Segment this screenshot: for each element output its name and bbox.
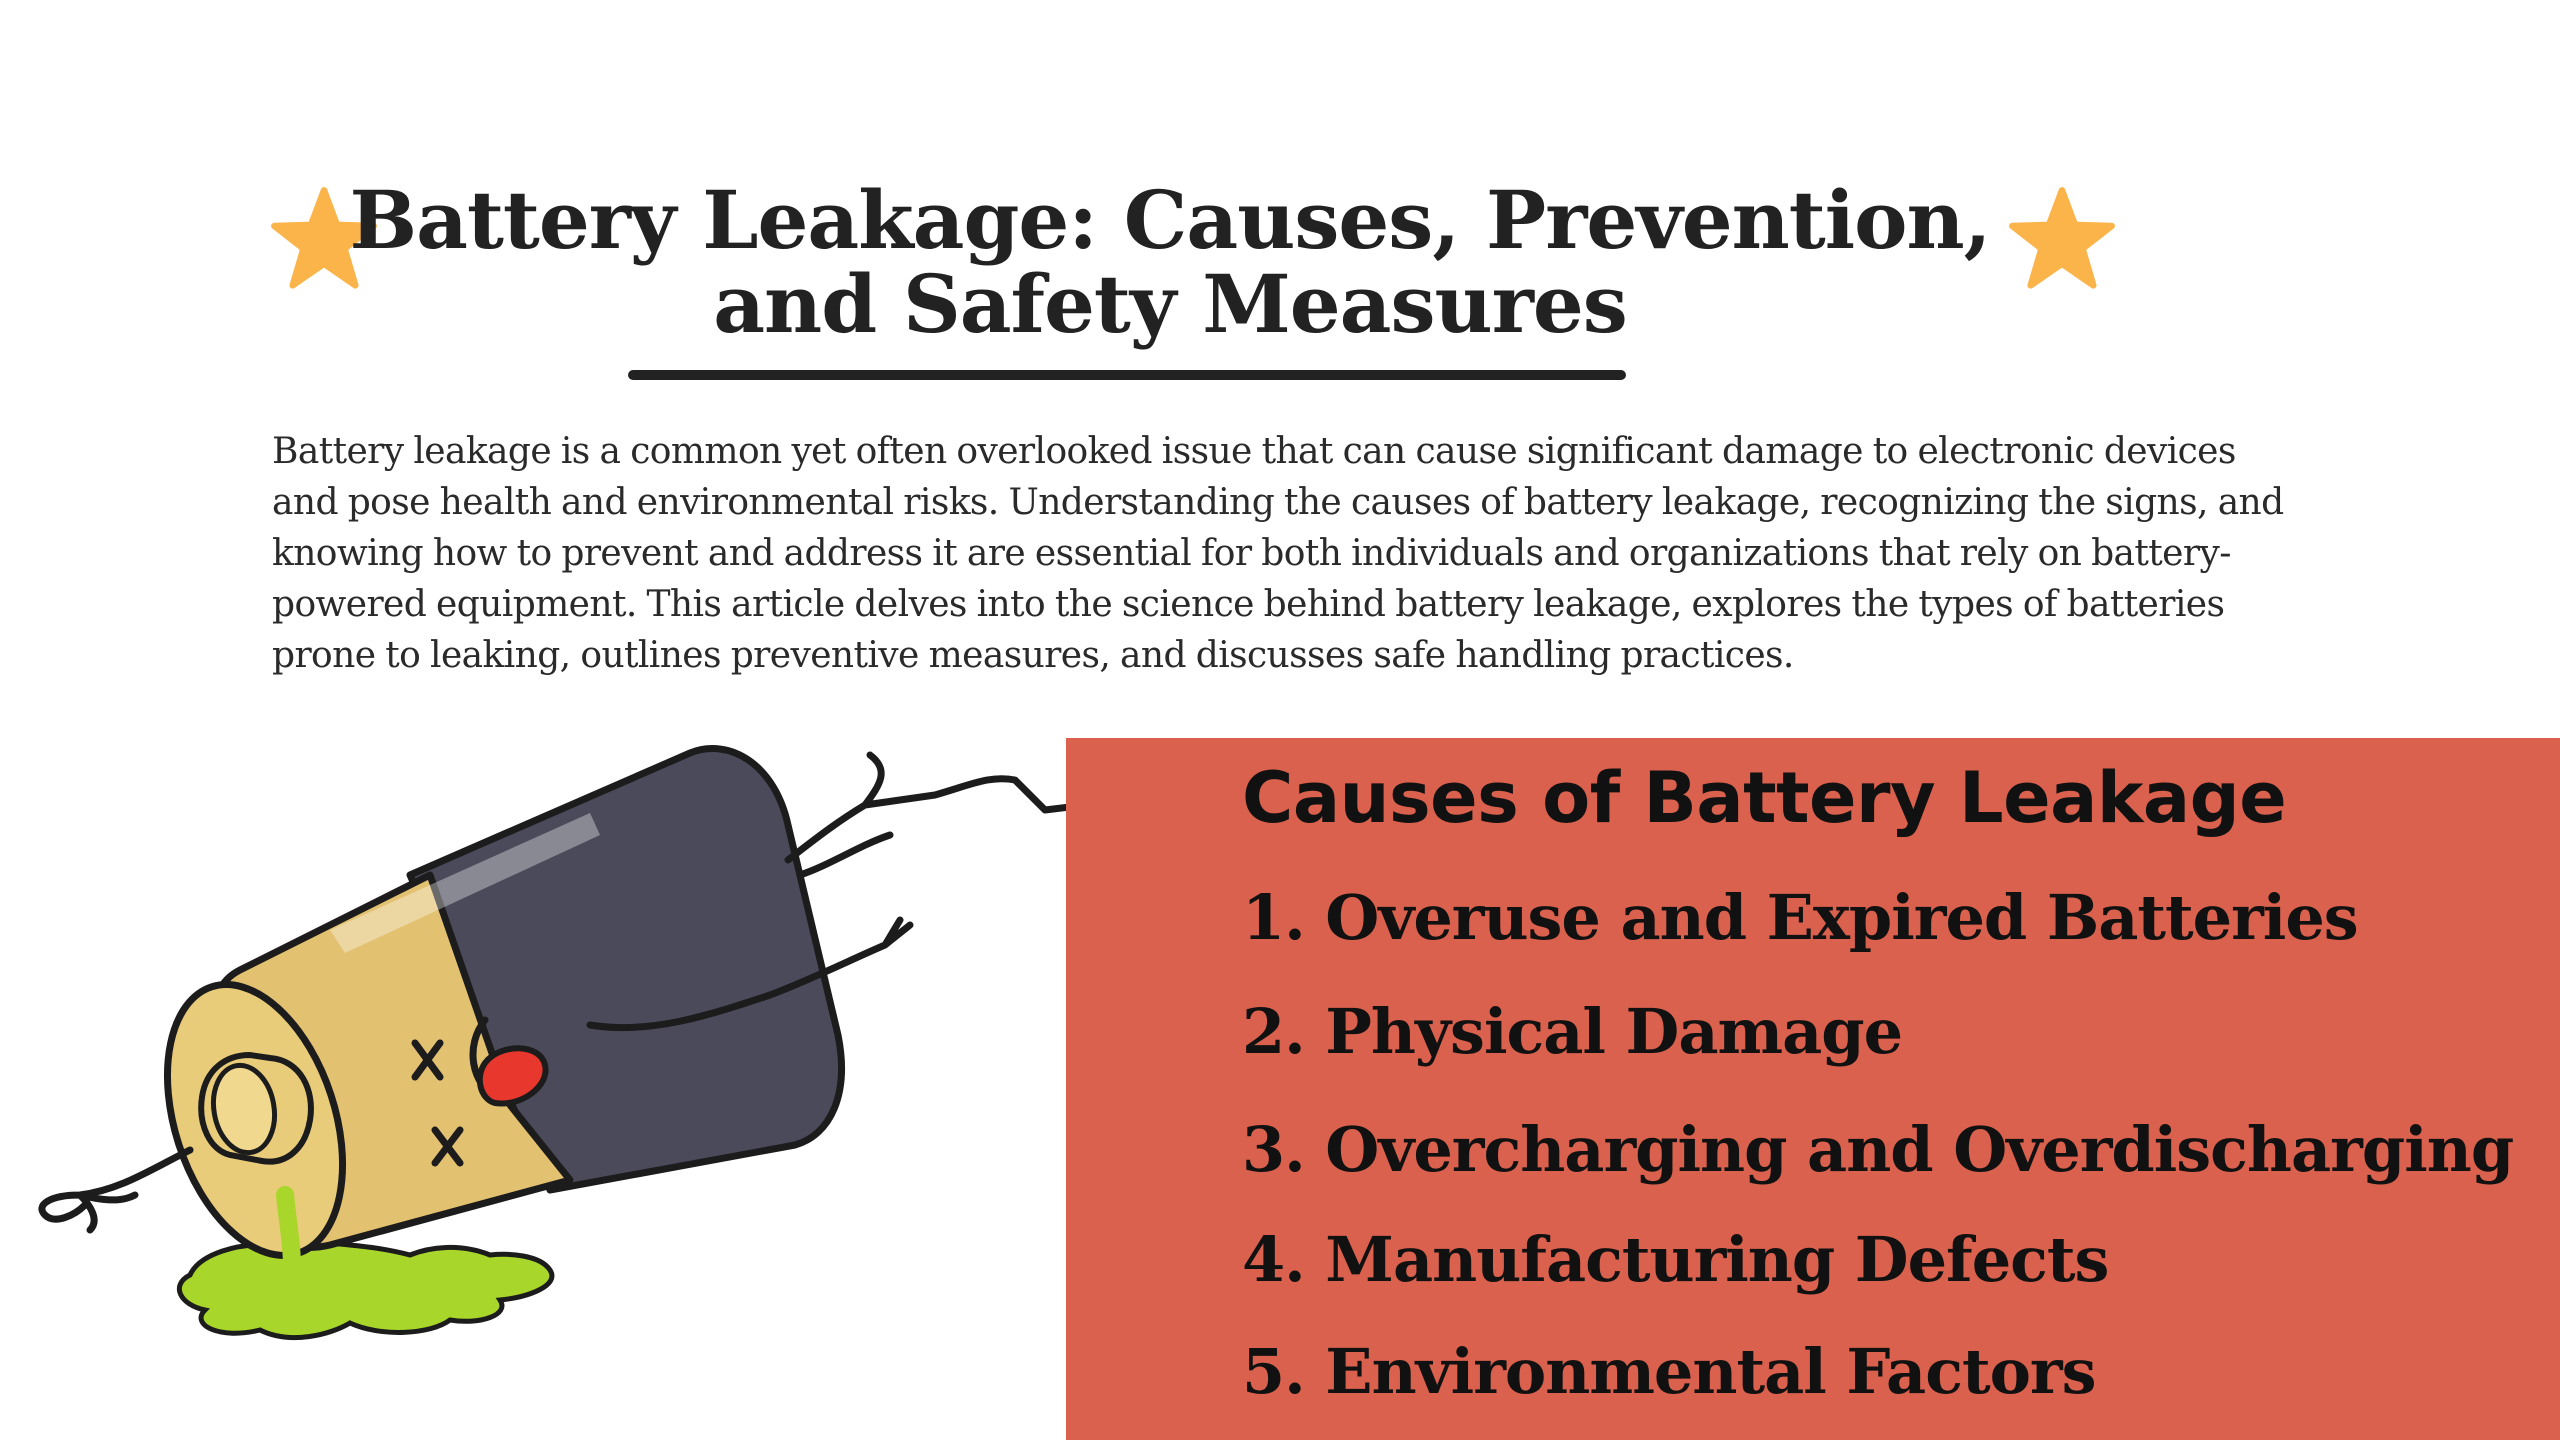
title-line-1: Battery Leakage: Causes, Prevention, <box>349 173 1991 267</box>
intro-paragraph: Battery leakage is a common yet often overlooked issue that can cause significant damage to electronic devices and pose health and environmental risks. Understanding the causes of battery leakage, recognizing the signs, and knowing how to prevent and address it are essential for both individuals and organizations that rely on battery-powered equipment. This article delves into the science behind battery leakage, explores the types of batteries prone to leaking, outlines preventive measures, and discusses safe handling practices. <box>272 431 2284 676</box>
cause-item-1: 1. Overuse and Expired Batteries <box>1242 881 2358 954</box>
cause-item-5: 5. Environmental Factors <box>1242 1335 2096 1408</box>
cause-item-4: 4. Manufacturing Defects <box>1242 1223 2109 1296</box>
cause-item-3: 3. Overcharging and Overdischarging <box>1242 1113 2514 1186</box>
causes-panel <box>1066 738 2560 1440</box>
page-title <box>0 173 2340 351</box>
causes-heading: Causes of Battery Leakage <box>1242 757 2287 839</box>
leaking-battery-illustration <box>30 725 1070 1355</box>
title-line-2: and Safety Measures <box>713 257 1627 351</box>
cause-item-2: 2. Physical Damage <box>1242 995 1903 1068</box>
title-underline <box>628 370 1626 380</box>
